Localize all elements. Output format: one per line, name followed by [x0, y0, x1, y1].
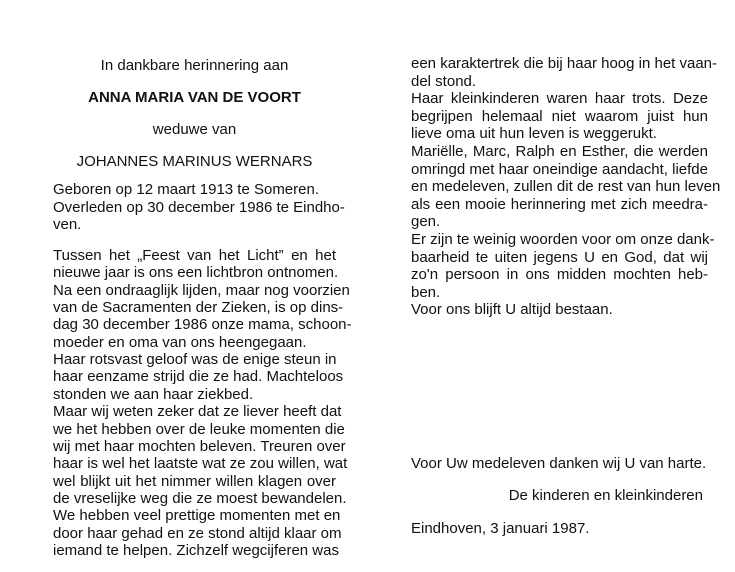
- place-date-line: Eindhoven, 3 januari 1987.: [411, 520, 590, 537]
- body-line: wel blijkt uit het nimmer willen klagen over: [53, 472, 336, 490]
- body-line: en medeleven, zullen dit de rest van hun leven: [411, 178, 721, 196]
- body-line: van de Sacramenten der Zieken, is op dins-: [53, 299, 344, 317]
- body-line: ben.: [411, 283, 441, 301]
- body-line: een karaktertrek die bij haar hoog in het vaan-: [411, 55, 718, 72]
- thanks-line: Voor Uw medeleven danken wij U van harte.: [411, 455, 707, 472]
- body-line: de vreselijke weg die ze moest bewandelen.: [53, 489, 347, 507]
- body-line: lieve oma uit hun leven is weggerukt.: [411, 125, 657, 143]
- body-line: Voor ons blijft U altijd bestaan.: [411, 301, 613, 319]
- body-line: stonden we aan haar ziekbed.: [53, 385, 254, 403]
- body-line: wij met haar mochten beleven. Treuren over: [53, 437, 346, 455]
- body-line: moeder en oma van ons heengegaan.: [53, 333, 307, 351]
- body-line: haar is wel het laatste wat ze zou willen, wat: [53, 455, 348, 473]
- birth-death-line: Overleden op 30 december 1986 te Eindho-: [53, 198, 345, 216]
- body-line: iemand te helpen. Zichzelf wegcijferen was: [53, 541, 339, 559]
- body-line: Tussen het „Feest van het Licht” en het: [53, 247, 336, 264]
- signature-line: De kinderen en kleinkinderen: [508, 487, 703, 504]
- body-line: begrijpen helemaal niet waarom juist hun: [411, 107, 708, 125]
- birth-death-line: ven.: [53, 216, 82, 233]
- body-line: Er zijn te weinig woorden voor om onze dank-: [411, 231, 715, 248]
- body-line: zo'n persoon in ons midden mochten heb-: [411, 266, 708, 284]
- body-line: als een mooie herinnering met zich meedra-: [411, 195, 708, 213]
- body-line: gen.: [411, 213, 441, 231]
- body-line: we het hebben over de leuke momenten die: [53, 420, 345, 438]
- body-line: We hebben veel prettige momenten met en: [53, 507, 341, 525]
- body-line: baarheid te uiten jegens U en God, dat wij: [411, 248, 708, 266]
- body-line: Maar wij weten zeker dat ze liever heeft dat: [53, 403, 342, 421]
- body-line: del stond.: [411, 72, 477, 90]
- body-line: Haar kleinkinderen waren haar trots. Deze: [411, 90, 708, 108]
- intro-line: In dankbare herinnering aan: [100, 57, 289, 74]
- widow-of-line: weduwe van: [152, 121, 237, 138]
- body-line: door haar gehad en ze stond altijd klaar om: [53, 524, 342, 542]
- body-line: Mariëlle, Marc, Ralph en Esther, die werden: [411, 143, 708, 160]
- husband-name: JOHANNES MARINUS WERNARS: [76, 153, 313, 170]
- body-line: omringd met haar oneindige aandacht, liefde: [411, 160, 708, 178]
- deceased-name: ANNA MARIA VAN DE VOORT: [88, 89, 301, 106]
- body-line: Na een ondraaglijk lijden, maar nog voorzien: [53, 281, 350, 299]
- body-line: nieuwe jaar is ons een lichtbron ontnomen.: [53, 264, 339, 282]
- body-line: Haar rotsvast geloof was de enige steun in: [53, 351, 337, 369]
- birth-death-line: Geboren op 12 maart 1913 te Someren.: [53, 181, 320, 198]
- body-line: haar eenzame strijd die ze had. Machteloos: [53, 368, 344, 386]
- body-line: dag 30 december 1986 onze mama, schoon-: [53, 316, 352, 334]
